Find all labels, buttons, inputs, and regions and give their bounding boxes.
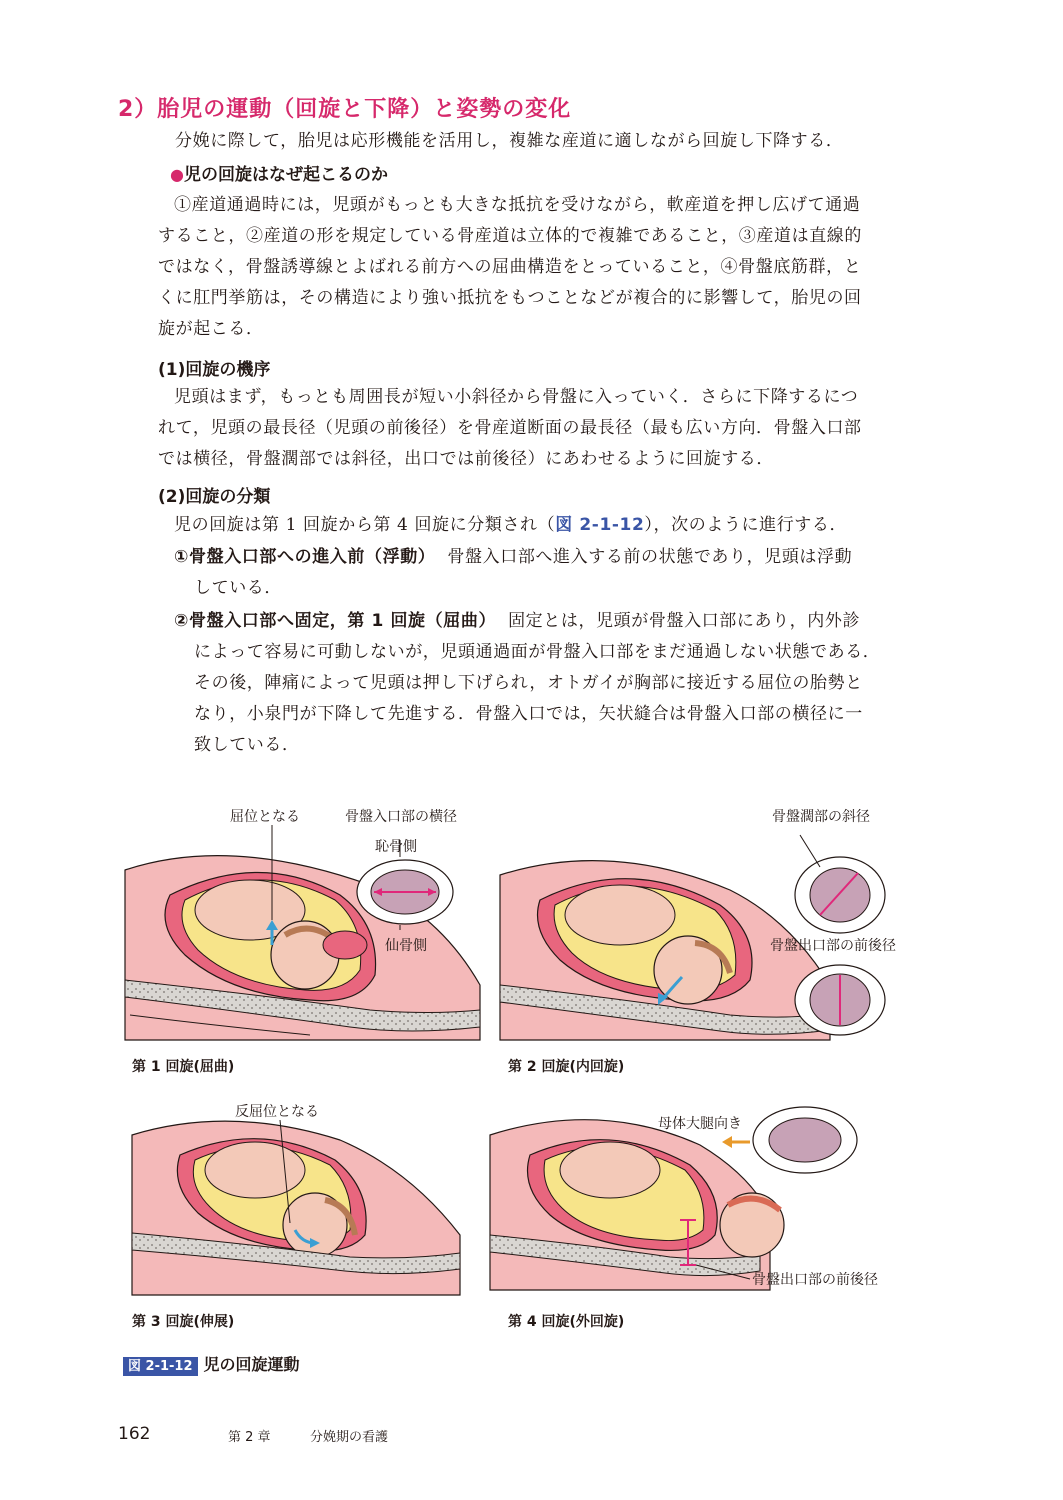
item-heading: ②骨盤入口部へ固定，第 1 回旋（屈曲） xyxy=(174,611,497,631)
text-line: ①産道通過時には，児頭がもっとも大きな抵抗を受けながら，軟産道を押し広げて通過 xyxy=(174,195,861,215)
text-line: 致している． xyxy=(194,735,300,755)
label-flexion: 屈位となる xyxy=(230,809,300,825)
label-outlet-ap: 骨盤出口部の前後径 xyxy=(770,938,896,954)
figure-reference-link[interactable]: 図 2-1-12 xyxy=(555,515,645,535)
bullet-heading: ●児の回旋はなぜ起こるのか xyxy=(170,165,388,185)
intro-paragraph: 分娩に際して，胎児は応形機能を活用し，複雑な産道に適しながら回旋し下降する． xyxy=(175,131,844,151)
text-line: なり，小泉門が下降して先進する．骨盤入口では，矢状縫合は骨盤入口部の横径に一 xyxy=(194,704,863,724)
sub-heading-classification: (2)回旋の分類 xyxy=(158,487,271,507)
page-number: 162 xyxy=(118,1424,151,1444)
panel-first-rotation xyxy=(125,825,480,1040)
text-line: 児頭はまず，もっとも周囲長が短い小斜径から骨盤に入っていく．さらに下降するにつ xyxy=(174,387,859,407)
panel-fourth-rotation xyxy=(490,1120,784,1290)
chapter-label: 第 2 章 xyxy=(228,1430,271,1445)
label-midplane-oblique: 骨盤濶部の斜径 xyxy=(772,809,870,825)
panel-third-rotation xyxy=(132,1120,460,1295)
section-title: 2）胎児の運動（回旋と下降）と姿勢の変化 xyxy=(118,97,572,122)
text-line: している． xyxy=(194,578,282,598)
label-pubic-side: 恥骨側 xyxy=(375,839,417,855)
figure-caption xyxy=(123,1352,300,1375)
text-line: によって容易に可動しないが，児頭通過面が骨盤入口部をまだ通過しない状態である． xyxy=(194,642,881,662)
text-line: ではなく，骨盤誘導線とよばれる前方への屈曲構造をとっていること，④骨盤底筋群，と xyxy=(158,257,862,277)
label-outlet-ap-4: 骨盤出口部の前後径 xyxy=(752,1272,878,1288)
label-maternal-thigh: 母体大腿向き xyxy=(658,1116,742,1132)
classification-intro: 児の回旋は第 1 回旋から第 4 回旋に分類され（図 2-1-12），次のように進行する． xyxy=(174,515,848,535)
mechanism-paragraph xyxy=(158,382,928,475)
bullet-dot-icon: ● xyxy=(170,165,184,184)
text-line: 旋が起こる． xyxy=(158,319,264,339)
text-line: では横径，骨盤濶部では斜径，出口では前後径）にあわせるように回旋する． xyxy=(158,449,774,469)
bullet-paragraph xyxy=(158,190,928,345)
caption-first-rotation: 第 1 回旋(屈曲) xyxy=(132,1059,235,1075)
rotation-figure xyxy=(110,795,950,1395)
pelvis-outlet-diagram xyxy=(795,965,885,1035)
caption-second-rotation: 第 2 回旋(内回旋) xyxy=(508,1059,625,1075)
text-line: れて，児頭の最長径（児頭の前後径）を骨産道断面の最長径（最も広い方向．骨盤入口部 xyxy=(158,418,862,438)
label-extension: 反屈位となる xyxy=(235,1104,319,1120)
caption-fourth-rotation: 第 4 回旋(外回旋) xyxy=(508,1314,625,1330)
text-line: くに肛門挙筋は，その構造により強い抵抗をもつことなどが複合的に影響して，胎児の回 xyxy=(158,288,862,308)
label-sacral-side: 仙骨側 xyxy=(385,938,427,954)
caption-third-rotation: 第 3 回旋(伸展) xyxy=(132,1314,235,1330)
pelvis-midplane-diagram xyxy=(795,835,885,933)
item-first-rotation: ②骨盤入口部へ固定，第 1 回旋（屈曲） 固定とは，児頭が骨盤入口部にあり，内外診 によって容易に可動しないが，児頭通過面が骨盤入口部をまだ通過しない状態である． その後，陣痛によって児頭は押し下げられ，オトガイが胸部に接近する屈位の胎勢と なり，小泉門が下降して先進する．骨盤入口では，矢状縫合は骨盤入口部の横径に一 致している． xyxy=(174,606,934,761)
sub-heading-mechanism: (1)回旋の機序 xyxy=(158,360,271,380)
pelvis-rotation-diagram xyxy=(722,1107,857,1173)
item-heading: ①骨盤入口部への進入前（浮動） xyxy=(174,547,436,567)
chapter-title: 分娩期の看護 xyxy=(310,1430,389,1445)
figure-title: 児の回旋運動 xyxy=(203,1355,300,1374)
text-line: すること，②産道の形を規定している骨産道は立体的で複雑であること，③産道は直線的 xyxy=(158,226,862,246)
figure-tag: 図 2-1-12 xyxy=(123,1357,198,1376)
text-line: その後，陣痛によって児頭は押し下げられ，オトガイが胸部に接近する屈位の胎勢と xyxy=(194,673,863,693)
label-inlet-transverse: 骨盤入口部の横径 xyxy=(345,809,457,825)
item-floating: ①骨盤入口部への進入前（浮動） 骨盤入口部へ進入する前の状態であり，児頭は浮動 している． xyxy=(174,542,934,604)
